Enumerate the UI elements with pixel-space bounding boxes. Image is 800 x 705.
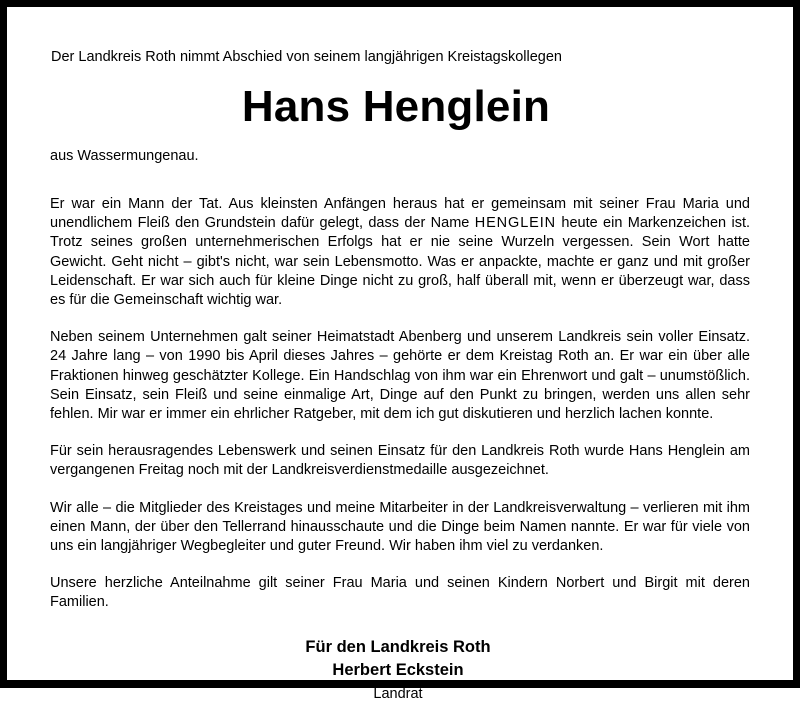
signature-block — [50, 636, 750, 705]
paragraph-1-text-after-name: heute ein Markenzeichen ist. Trotz seines großen unternehmerischen Erfolgs hat er nie seine Wurzeln vergessen. Sein Wort hatte Gewicht. Geht nicht – gibt's nicht, war sein Lebensmotto. Was er anpackte, machte er ganz und mit großer Leidenschaft. Er war sich auch für kleine Dinge nicht zu groß, half überall mit, wenn er überzeugt war, dass es für die Gemeinschaft wichtig war. — [50, 215, 750, 309]
signature-role: Landrat — [373, 685, 423, 702]
signature-organization: Für den Landkreis Roth — [305, 637, 491, 656]
paragraph-4: Wir alle – die Mitglieder des Kreistages und meine Mitarbeiter in der Landkreisverwaltung – verlieren mit ihm einen Mann, der über den Tellerrand hinausschaute und die Dinge beim Namen nannte. Er war für viele von uns ein langjähriger Wegbegleiter und guter Freund. Wir haben ihm viel zu verdanken. — [50, 499, 750, 555]
deceased-name: Hans Henglein — [241, 82, 551, 131]
company-name-emphasis: HENGLEIN — [474, 215, 557, 232]
signature-name: Herbert Eckstein — [332, 660, 464, 679]
paragraph-1-text-before-name: Er war ein Mann der Tat. Aus kleinsten Anfängen heraus hat er gemeinsam mit seiner Frau Maria und unendlichem Fleiß den Grundstein dafür gelegt, dass der Name — [50, 196, 750, 232]
intro-line: Der Landkreis Roth nimmt Abschied von seinem langjährigen Kreistagskollegen — [51, 49, 562, 65]
paragraph-3: Für sein herausragendes Lebenswerk und seinen Einsatz für den Landkreis Roth wurde Hans Henglein am vergangenen Freitag noch mit der Landkreisverdienstmedaille ausgezeichnet. — [50, 443, 750, 479]
notice-content-area — [7, 7, 793, 702]
paragraph-1 — [50, 195, 750, 310]
origin-line: aus Wassermungenau. — [50, 148, 199, 164]
paragraph-5: Unsere herzliche Anteilnahme gilt seiner Frau Maria und seinen Kindern Norbert und Birgit mit deren Familien. — [50, 575, 750, 611]
paragraph-2: Neben seinem Unternehmen galt seiner Heimatstadt Abenberg und unserem Landkreis sein voller Einsatz. 24 Jahre lang – von 1990 bis April dieses Jahres – gehörte er dem Kreistag Roth an. Er war ein über alle Fraktionen hinweg geschätzter Kollege. Ein Handschlag von ihm war ein Ehrenwort und galt – unumstößlich. Sein Einsatz, sein Fleiß und seine einmalige Art, Dinge auf den Punkt zu bringen, werden uns allen sehr fehlen. Mir war er immer ein ehrlicher Ratgeber, mit dem ich gut diskutieren und herzlich lachen konnte. — [50, 329, 750, 423]
body-text-block — [50, 195, 750, 613]
